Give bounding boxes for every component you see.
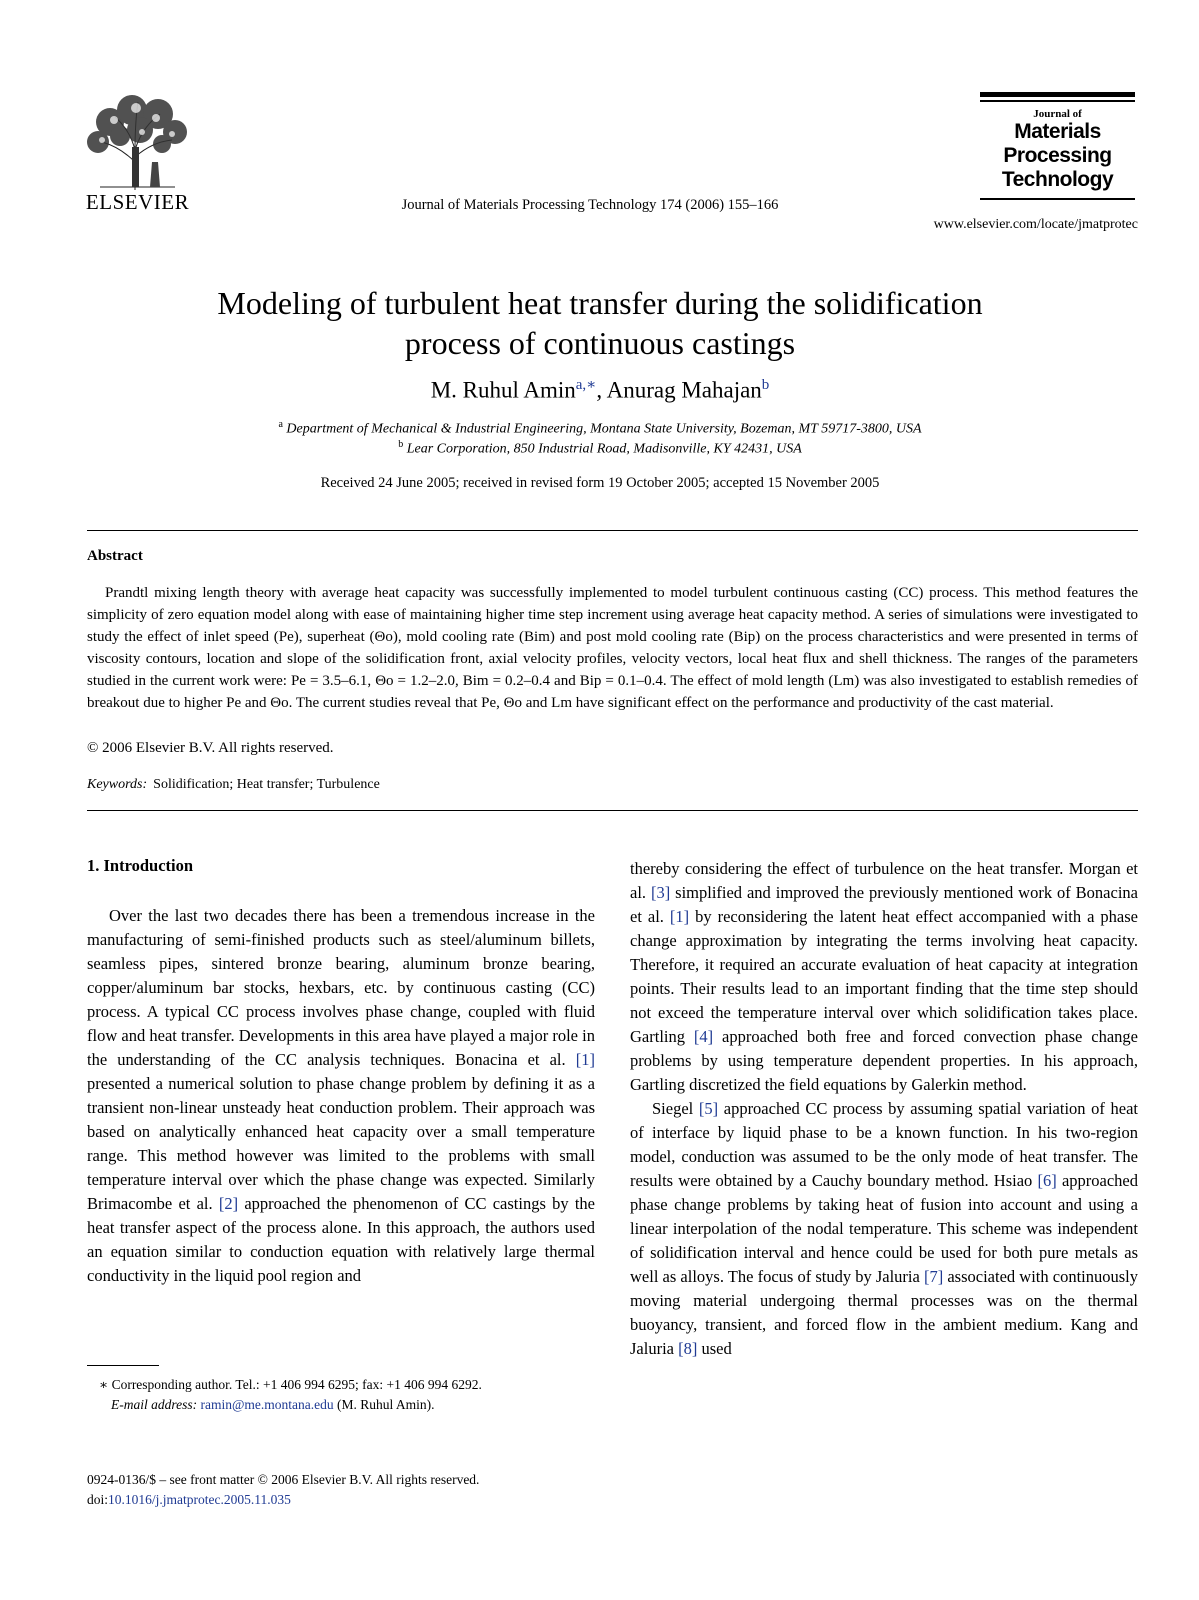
email-label: E-mail address:	[111, 1397, 198, 1412]
right-column	[630, 857, 1138, 1361]
left-column	[87, 904, 595, 1288]
text-run: by reconsidering the latent heat effect accompanied with a phase change approximation by integrating the terms involving heat capacity. Therefore, it required an accurate evaluation of heat capacity at integration points. Their results lead to an important finding that the time step should not exceed the temperature interval over which solidification takes place. Gartling	[630, 907, 1138, 1046]
received-dates: Received 24 June 2005; received in revised form 19 October 2005; accepted 15 November 2005	[320, 475, 880, 491]
journal-of-label: Journal of	[1033, 108, 1082, 120]
publisher-wordmark: ELSEVIER	[85, 190, 190, 214]
text-run: thereby considering the effect of turbulence on the heat transfer. Morgan et al.	[630, 859, 1138, 902]
keywords-label: Keywords:	[87, 777, 148, 792]
keywords-value: Solidification; Heat transfer; Turbulence	[153, 777, 380, 792]
affiliation-b-mark: b	[398, 439, 404, 450]
citation-link-1[interactable]: [1]	[575, 1050, 595, 1069]
author-1: M. Ruhul Amin	[430, 377, 576, 403]
doi-line	[87, 1490, 595, 1510]
journal-title-box	[980, 92, 1135, 200]
intro-paragraph-1	[87, 904, 595, 1288]
intro-paragraph-2	[630, 1097, 1138, 1361]
journal-name-line2: Processing	[1003, 144, 1112, 167]
abstract-body	[87, 582, 1138, 714]
text-run: associated with continuously moving material undergoing thermal processes was on the thermal buoyancy, transient, and forced flow in the ambient medium. Kang and Jaluria	[630, 1267, 1139, 1358]
text-run: used	[697, 1339, 732, 1358]
citation-link-7[interactable]: [7]	[923, 1267, 944, 1286]
citation-link-6[interactable]: [6]	[1037, 1171, 1057, 1190]
text-run: Siegel	[652, 1099, 699, 1118]
title-line-1: Modeling of turbulent heat transfer during the solidification	[217, 285, 983, 321]
email-link[interactable]: ramin@me.montana.edu	[200, 1397, 334, 1412]
intro-paragraph-1-continued	[630, 857, 1138, 1097]
email-suffix: (M. Ruhul Amin).	[333, 1397, 435, 1412]
footnote-line-2	[87, 1395, 595, 1415]
doi-link[interactable]: 10.1016/j.jmatprotec.2005.11.035	[108, 1492, 291, 1507]
affiliation-a-text: Department of Mechanical & Industrial Engineering, Montana State University, Bozeman, MT 59717-3800, USA	[286, 421, 922, 437]
author-separator: ,	[596, 377, 607, 403]
text-run: approached CC process by assuming spatial variation of heat of interface by liquid phase to be a known function. In his two-region model, conduction was assumed to be the only mode of heat transfer. The results were obtained by a Cauchy boundary method. Hsiao	[630, 1099, 1139, 1190]
footnote-text: Corresponding author. Tel.: +1 406 994 6295; fax: +1 406 994 6292.	[108, 1377, 482, 1392]
text-run: approached phase change problems by taking heat of fusion into account and using a linear interpolation of the nodal temperature. This scheme was independent of solidification interval and hence could be used for both pure metals as well as alloys. The focus of study by Jaluria	[630, 1171, 1138, 1286]
citation-link-5[interactable]: [5]	[698, 1099, 719, 1118]
text-run: approached the phenomenon of CC castings by the heat transfer aspect of the process alone. In this approach, the authors used an equation similar to conduction equation with relatively large thermal conductivity in the liquid pool region and	[87, 1194, 595, 1285]
divider-bottom	[87, 810, 1138, 811]
keywords	[87, 777, 380, 793]
journal-name-line1: Materials	[1014, 120, 1101, 143]
issn-line: 0924-0136/$ – see front matter © 2006 Elsevier B.V. All rights reserved.	[87, 1472, 480, 1487]
citation-link-4[interactable]: [4]	[693, 1027, 714, 1046]
abstract-heading: Abstract	[87, 548, 143, 564]
front-matter	[87, 1470, 595, 1510]
journal-citation: Journal of Materials Processing Technology 174 (2006) 155–166	[401, 197, 779, 213]
footnote	[87, 1375, 595, 1415]
citation-link-2[interactable]: [2]	[218, 1194, 239, 1213]
text-run: approached both free and forced convection phase change problems by using temperature dependent properties. In his approach, Gartling discretized the field equations by Galerkin method.	[630, 1027, 1138, 1094]
abstract-paragraph: Prandtl mixing length theory with average heat capacity was successfully implemented to model turbulent continuous casting (CC) process. This method features the simplicity of zero equation model along with ease of maintaining higher time step increment using average heat capacity method. A series of simulations were investigated to study the effect of inlet speed (Pe), superheat (Θo), mold cooling rate (Bim) and post mold cooling rate (Bip) on the process characteristics and were presented in terms of viscosity contours, location and slope of the solidification front, axial velocity profiles, velocity vectors, local heat flux and shell thickness. The ranges of the parameters studied in the current work were: Pe = 3.5–6.1, Θo = 1.2–2.0, Bim = 0.2–0.4 and Bip = 0.1–0.4. The effect of mold length (Lm) was also investigated to establish remedies of breakout due to higher Pe and Θo. The current studies reveal that Pe, Θo and Lm have significant effect on the performance and productivity of the cast material.	[87, 585, 1138, 711]
doi-label: doi:	[87, 1492, 109, 1507]
affiliation-a-mark: a	[278, 419, 283, 430]
author-1-affiliation-link[interactable]: a,∗	[575, 377, 597, 393]
divider-top	[87, 530, 1138, 531]
abstract-copyright: © 2006 Elsevier B.V. All rights reserved.	[87, 740, 334, 756]
citation-link-8[interactable]: [8]	[678, 1339, 698, 1358]
affiliation-a	[100, 419, 1100, 438]
text-run: Over the last two decades there has been a tremendous increase in the manufacturing of semi-finished products such as steel/aluminum billets, seamless pipes, sintered bronze bearing, aluminum bronze bearing, copper/aluminum bar stocks, hexbars, etc. by continuous casting (CC) process. A typical CC process involves phase change, coupled with fluid flow and heat transfer. Developments in this area have played a major role in the understanding of the CC analysis techniques. Bonacina et al.	[87, 906, 595, 1069]
title-line-2: process of continuous castings	[404, 325, 796, 361]
footnote-mark: ∗	[99, 1377, 109, 1392]
text-run: presented a numerical solution to phase change problem by defining it as a transient non-linear unsteady heat conduction problem. Their approach was based on analytically enhanced heat capacity over a small temperature range. This method however was limited to the problems with small temperature interval over which the phase change was expected. Similarly Brimacombe et al.	[87, 1074, 595, 1213]
journal-name-line3: Technology	[1001, 168, 1114, 191]
author-list	[100, 375, 1100, 404]
journal-url[interactable]: www.elsevier.com/locate/jmatprotec	[933, 217, 1138, 232]
citation-link-3[interactable]: [3]	[650, 883, 671, 902]
author-2: Anurag Mahajan	[606, 377, 762, 403]
footnote-rule	[87, 1365, 159, 1366]
author-2-affiliation-link[interactable]: b	[761, 377, 770, 393]
footnote-line-1	[87, 1375, 595, 1395]
paper-title	[100, 283, 1100, 363]
section-heading-introduction: 1. Introduction	[87, 856, 194, 875]
affiliation-b-text: Lear Corporation, 850 Industrial Road, Madisonville, KY 42431, USA	[406, 441, 802, 457]
text-run: simplified and improved the previously mentioned work of Bonacina et al.	[630, 883, 1138, 926]
citation-link-1[interactable]: [1]	[669, 907, 690, 926]
affiliation-b	[100, 439, 1100, 458]
